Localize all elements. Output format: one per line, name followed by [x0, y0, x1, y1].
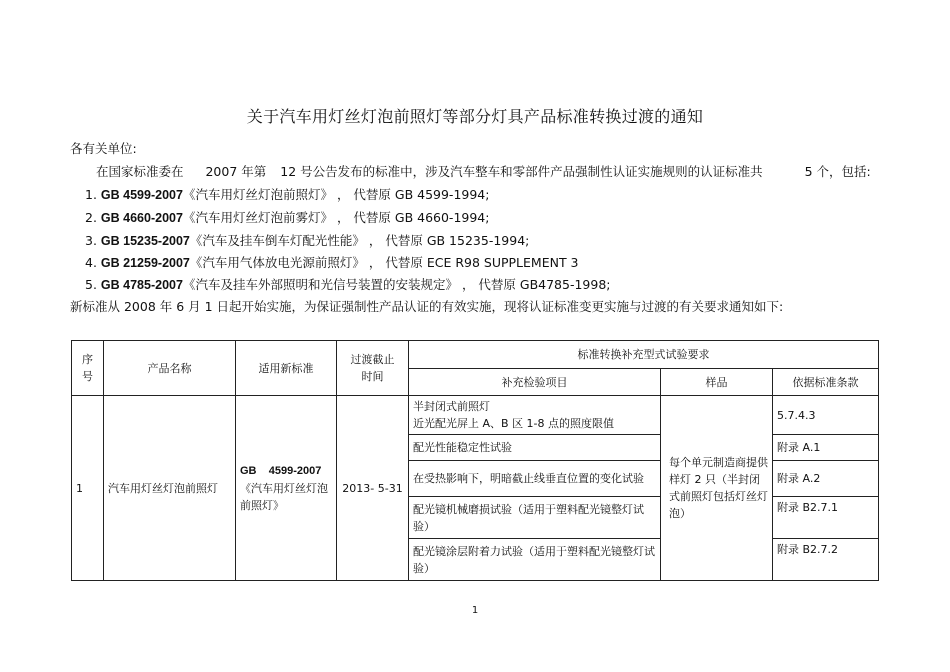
standard-replaces: ， 代替原 GB 4660-1994;: [336, 210, 490, 225]
header-deadline: 过渡截止 时间: [337, 341, 409, 396]
standard-item: [85, 253, 579, 271]
standard-item: [85, 275, 611, 293]
test-item: 配光性能稳定性试验: [409, 435, 661, 461]
standard-item: [85, 208, 489, 226]
row-standard-code: GB 4599-2007: [240, 464, 322, 477]
standard-replaces: ， 代替原 GB 4599-1994;: [336, 187, 490, 202]
test-item: 在受热影响下，明暗截止线垂直位置的变化试验: [409, 461, 661, 497]
standard-num: 4.: [85, 255, 97, 270]
row-sample: 每个单元制造商提供样灯 2 只（半封闭式前照灯包括灯丝灯泡）: [661, 396, 773, 581]
intro-year: 2007 年第: [205, 164, 267, 179]
standard-code: GB 21259-2007: [100, 256, 190, 270]
test-item: 配光镜涂层附着力试验（适用于塑料配光镜整灯试验）: [409, 539, 661, 581]
test-clause: 附录 B2.7.1: [773, 497, 879, 539]
row-standard: [236, 396, 337, 581]
test-item: 配光镜机械磨损试验（适用于塑料配光镜整灯试验）: [409, 497, 661, 539]
standard-num: 2.: [85, 210, 97, 225]
row-deadline: 2013- 5-31: [337, 396, 409, 581]
page-number: 1: [471, 605, 479, 616]
standard-code: GB 4599-2007: [100, 188, 183, 202]
row-product: 汽车用灯丝灯泡前照灯: [104, 396, 236, 581]
header-seq: 序 号: [72, 341, 104, 396]
standard-name: 《汽车用灯丝灯泡前雾灯》: [182, 210, 333, 225]
closing-paragraph: 新标准从 2008 年 6 月 1 日起开始实施，为保证强制性产品认证的有效实施，现将认证标准变更实施与过渡的有关要求通知如下:: [70, 299, 784, 314]
header-clause: 依据标准条款: [773, 369, 879, 396]
header-new-standard: 适用新标准: [236, 341, 337, 396]
requirements-table: [71, 340, 879, 581]
standard-code: GB 15235-2007: [100, 234, 190, 248]
standard-name: 《汽车用气体放电光源前照灯》: [189, 255, 365, 270]
row-seq: 1: [72, 396, 104, 581]
header-sample: 样品: [661, 369, 773, 396]
intro-paragraph: [96, 162, 871, 180]
intro-count: 5 个，包括:: [804, 164, 871, 179]
standard-replaces: ， 代替原 GB4785-1998;: [461, 277, 611, 292]
test-item: 半封闭式前照灯 近光配光屏上 A、B 区 1-8 点的照度限值: [409, 396, 661, 435]
addressee: 各有关单位:: [70, 141, 137, 156]
test-clause: 附录 B2.7.2: [773, 539, 879, 581]
standard-num: 3.: [85, 233, 97, 248]
standard-code: GB 4785-2007: [100, 278, 183, 292]
test-clause: 附录 A.2: [773, 461, 879, 497]
document-title: 关于汽车用灯丝灯泡前照灯等部分灯具产品标准转换过渡的通知: [246, 107, 704, 126]
test-clause: 附录 A.1: [773, 435, 879, 461]
header-product: 产品名称: [104, 341, 236, 396]
standard-item: [85, 185, 489, 203]
standard-name: 《汽车用灯丝灯泡前照灯》: [182, 187, 333, 202]
standard-item: [85, 231, 529, 249]
intro-announcement: 12 号公告发布的标准中，涉及汽车整车和零部件产品强制性认证实施规则的认证标准共: [280, 164, 763, 179]
standard-replaces: ， 代替原 GB 15235-1994;: [368, 233, 530, 248]
standard-num: 1.: [85, 187, 97, 202]
standard-num: 5.: [85, 277, 97, 292]
test-clause: 5.7.4.3: [773, 396, 879, 435]
header-test-items: 补充检验项目: [409, 369, 661, 396]
standard-name: 《汽车及挂车倒车灯配光性能》: [189, 233, 365, 248]
row-standard-name: 《汽车用灯丝灯泡前照灯》: [240, 481, 328, 512]
standard-name: 《汽车及挂车外部照明和光信号装置的安装规定》: [182, 277, 458, 292]
header-requirements-group: 标准转换补充型式试验要求: [409, 341, 879, 369]
standard-replaces: ， 代替原 ECE R98 SUPPLEMENT 3: [368, 255, 579, 270]
intro-before-year: 在国家标准委在: [96, 164, 184, 179]
standard-code: GB 4660-2007: [100, 211, 183, 225]
